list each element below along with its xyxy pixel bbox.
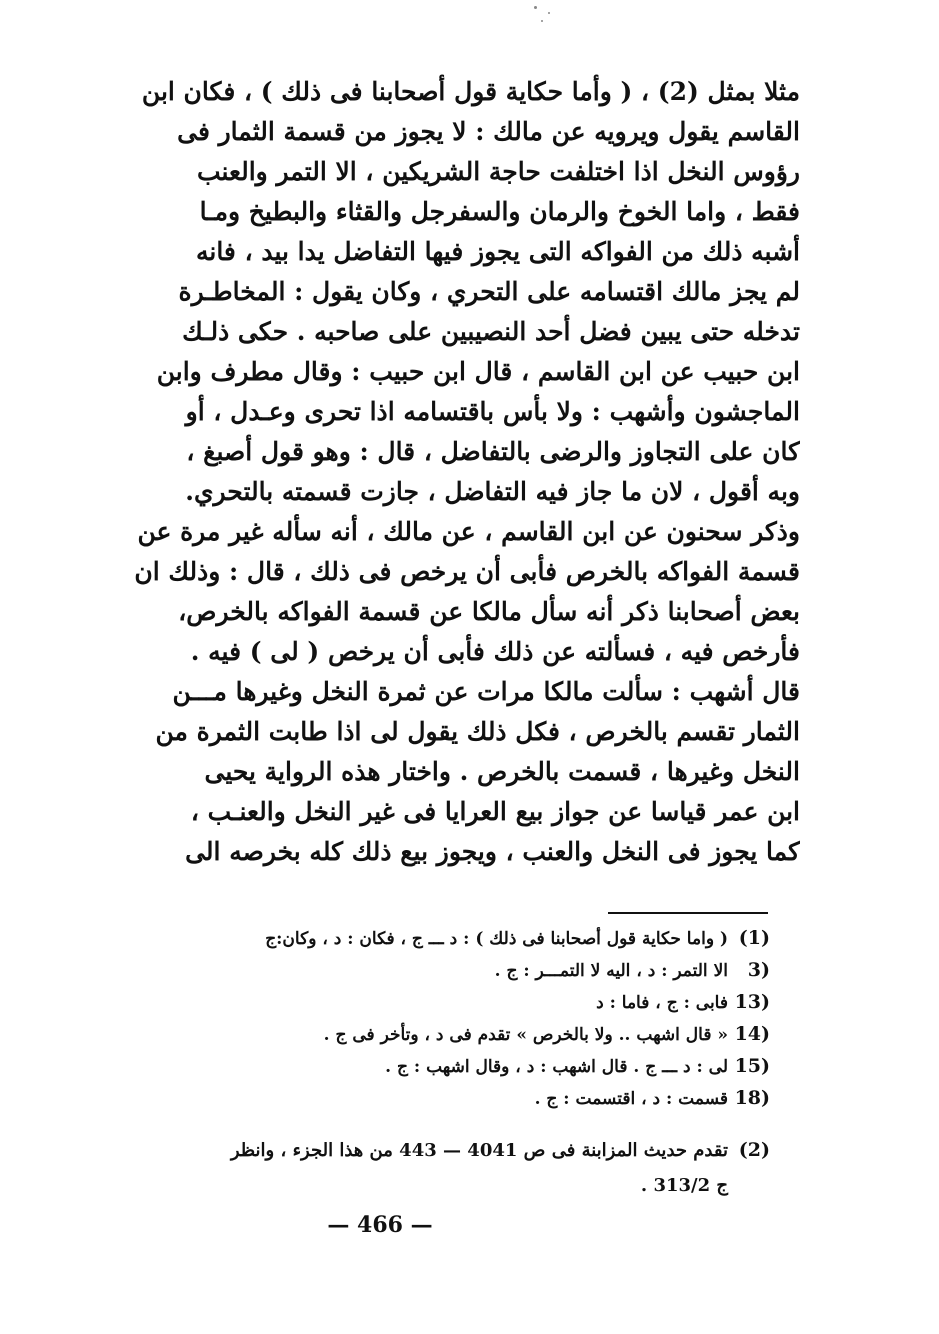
body-line: لم يجز مالك اقتسامه على التحري ، وكان يقول : المخاطـرة xyxy=(178,277,800,306)
apparatus-note: لى : د ـــ ج . قال اشهب : د ، وقال اشهب : ج . xyxy=(385,1057,728,1077)
footnote-line xyxy=(100,1132,770,1168)
apparatus-entry xyxy=(100,986,770,1018)
apparatus-line-number: 14) xyxy=(734,1023,770,1045)
footnote-separator-rule xyxy=(608,912,768,914)
apparatus-entry xyxy=(100,1018,770,1050)
apparatus-line-number: 15) xyxy=(734,1055,770,1077)
body-line: فأرخص فيه ، فسألته عن ذلك فأبى أن يرخص ( لى ) فيه . xyxy=(190,637,800,666)
body-line: الماجشون وأشهب : ولا بأس باقتسامه اذا تحرى وعـدل ، أو xyxy=(185,397,800,426)
apparatus-entry xyxy=(100,1050,770,1082)
page-number: — 466 — xyxy=(327,1212,433,1238)
apparatus-line-number: 18) xyxy=(734,1087,770,1109)
body-line: ابن حبيب عن ابن القاسم ، قال ابن حبيب : وقال مطرف وابن xyxy=(156,357,800,386)
body-line: وذكر سحنون عن ابن القاسم ، عن مالك ، أنه سأله غير مرة عن xyxy=(137,517,800,546)
body-line: أشبه ذلك من الفواكه التى يجوز فيها التفاضل يدا بيد ، فانه xyxy=(195,237,800,266)
apparatus-line-number: 13) xyxy=(734,991,770,1013)
body-line: وبه أقول ، لان ما جاز فيه التفاضل ، جازت قسمته بالتحري. xyxy=(185,477,800,506)
footnote xyxy=(100,1132,770,1204)
apparatus-entry xyxy=(100,922,770,954)
body-line: القاسم يقول ويرويه عن مالك : لا يجوز من قسمة الثمار فى xyxy=(177,117,800,146)
body-line: فقط ، واما الخوخ والرمان والسفرجل والقثاء والبطيخ ومـا xyxy=(199,197,800,226)
footnote-text: تقدم حديث المزابنة فى ص 4041 — 443 من هذا الجزء ، وانظر xyxy=(230,1140,728,1161)
body-line: الثمار تقسم بالخرص ، فكل ذلك يقول لى اذا طابت الثمرة من xyxy=(155,717,800,746)
body-line: ابن عمر قياسا عن جواز بيع العرايا فى غير النخل والعنـب ، xyxy=(190,797,800,826)
apparatus-line-number: 3) xyxy=(747,959,770,981)
body-line: رؤوس النخل اذا اختلفت حاجة الشريكين ، الا التمر والعنب xyxy=(196,157,800,186)
apparatus-entry xyxy=(100,954,770,986)
critical-apparatus xyxy=(100,922,770,1114)
main-text-block xyxy=(112,72,800,872)
apparatus-note: « قال اشهب .. ولا بالخرص » تقدم فى د ، وتأخر فى ج . xyxy=(323,1025,728,1045)
scan-speck xyxy=(534,6,537,9)
apparatus-note: قسمت : د ، اقتسمت : ج . xyxy=(534,1089,728,1109)
body-line: قسمة الفواكه بالخرص فأبى أن يرخص فى ذلك ، قال : وذلك ان xyxy=(134,557,800,586)
scan-speck xyxy=(541,20,543,22)
footnote-number: (2) xyxy=(738,1139,770,1161)
body-line: كان على التجاوز والرضى بالتفاضل ، قال : وهو قول أصبغ ، xyxy=(186,437,800,466)
apparatus-note: ( واما حكاية قول أصحابنا فى ذلك ) : د ـــ ج ، فكان : د ، وكان:ج xyxy=(265,929,728,949)
footnote-text: ج 313/2 . xyxy=(640,1175,728,1196)
body-line: بعض أصحابنا ذكر أنه سأل مالكا عن قسمة الفواكه بالخرص، xyxy=(178,597,800,626)
body-line: كما يجوز فى النخل والعنب ، ويجوز بيع ذلك كله بخرصه الى xyxy=(185,837,800,866)
footnote-line xyxy=(100,1168,770,1204)
body-line: النخل وغيرها ، قسمت بالخرص . واختار هذه الرواية يحيى xyxy=(204,757,800,786)
body-line: قال أشهب : سألت مالكا مرات عن ثمرة النخل وغيرها مـــن xyxy=(172,677,800,706)
scan-speck xyxy=(548,12,550,14)
apparatus-note: فابى : ج ، فاما : د xyxy=(596,993,728,1013)
apparatus-line-number: (1) xyxy=(738,927,770,949)
body-line: مثلا بمثل (2) ، ( وأما حكاية قول أصحابنا فى ذلك ) ، فكان ابن xyxy=(141,77,800,106)
apparatus-entry xyxy=(100,1082,770,1114)
body-line: تدخله حتى يبين فضل أحد النصيبين على صاحبه . حكى ذلـك xyxy=(182,317,800,346)
apparatus-note: الا التمر : د ، اليه لا التمـــر : ج . xyxy=(494,961,728,981)
